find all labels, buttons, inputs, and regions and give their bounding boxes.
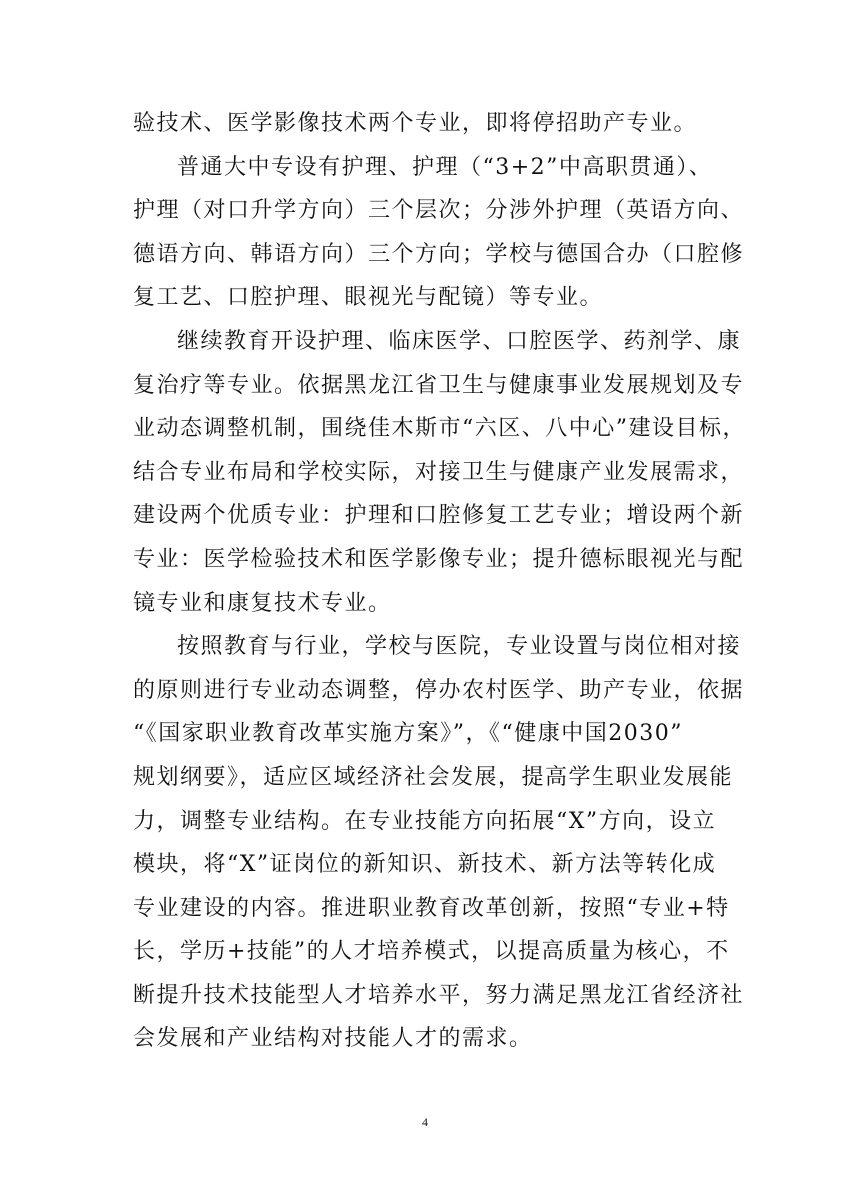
text-line: 复工艺、口腔护理、眼视光与配镜）等专业。 (133, 285, 604, 311)
text-line: 镜专业和康复技术专业。 (133, 590, 392, 616)
text-line: 断提升技术技能型人才培养水平，努力满足黑龙江省经济社 (133, 982, 745, 1008)
text-line: 结合专业布局和学校实际，对接卫生与健康产业发展需求， (133, 459, 745, 485)
text-line: 复治疗等专业。依据黑龙江省卫生与健康事业发展规划及专 (133, 372, 745, 398)
text-line: “《国家职业教育改革实施方案》”，《“健康中国2030” (133, 721, 683, 747)
text-line: 建设两个优质专业：护理和口腔修复工艺专业；增设两个新 (133, 503, 745, 529)
text-line: 会发展和产业结构对技能人才的需求。 (133, 1026, 533, 1052)
paragraph-start-line: 按照教育与行业，学校与医院，专业设置与岗位相对接 (177, 634, 742, 660)
text-line: 长，学历+技能”的人才培养模式，以提高质量为核心，不 (133, 939, 730, 965)
paragraph-start-line: 继续教育开设护理、临床医学、口腔医学、药剂学、康 (177, 328, 742, 354)
body-text (133, 102, 746, 1061)
text-line: 专业：医学检验技术和医学影像专业；提升德标眼视光与配 (133, 546, 745, 572)
text-line: 专业建设的内容。推进职业教育改革创新，按照“专业+特 (133, 895, 730, 921)
text-line: 德语方向、韩语方向）三个方向；学校与德国合办（口腔修 (133, 241, 745, 267)
text-line: 业动态调整机制，围绕佳木斯市“六区、八中心”建设目标， (133, 416, 746, 442)
text-line: 的原则进行专业动态调整，停办农村医学、助产专业，依据 (133, 677, 745, 703)
paragraph-start-line: 普通大中专设有护理、护理（“3+2”中高职贯通）、 (177, 154, 713, 180)
text-line: 力，调整专业结构。在专业技能方向拓展“X”方向，设立 (133, 808, 717, 834)
text-line: 验技术、医学影像技术两个专业，即将停招助产专业。 (133, 111, 698, 136)
text-line: 护理（对口升学方向）三个层次；分涉外护理（英语方向、 (133, 198, 745, 224)
text-line: 规划纲要》，适应区域经济社会发展，提高学生职业发展能 (133, 764, 734, 790)
text-line: 模块，将“X”证岗位的新知识、新技术、新方法等转化成 (133, 852, 717, 878)
page-number: 4 (422, 1115, 428, 1129)
